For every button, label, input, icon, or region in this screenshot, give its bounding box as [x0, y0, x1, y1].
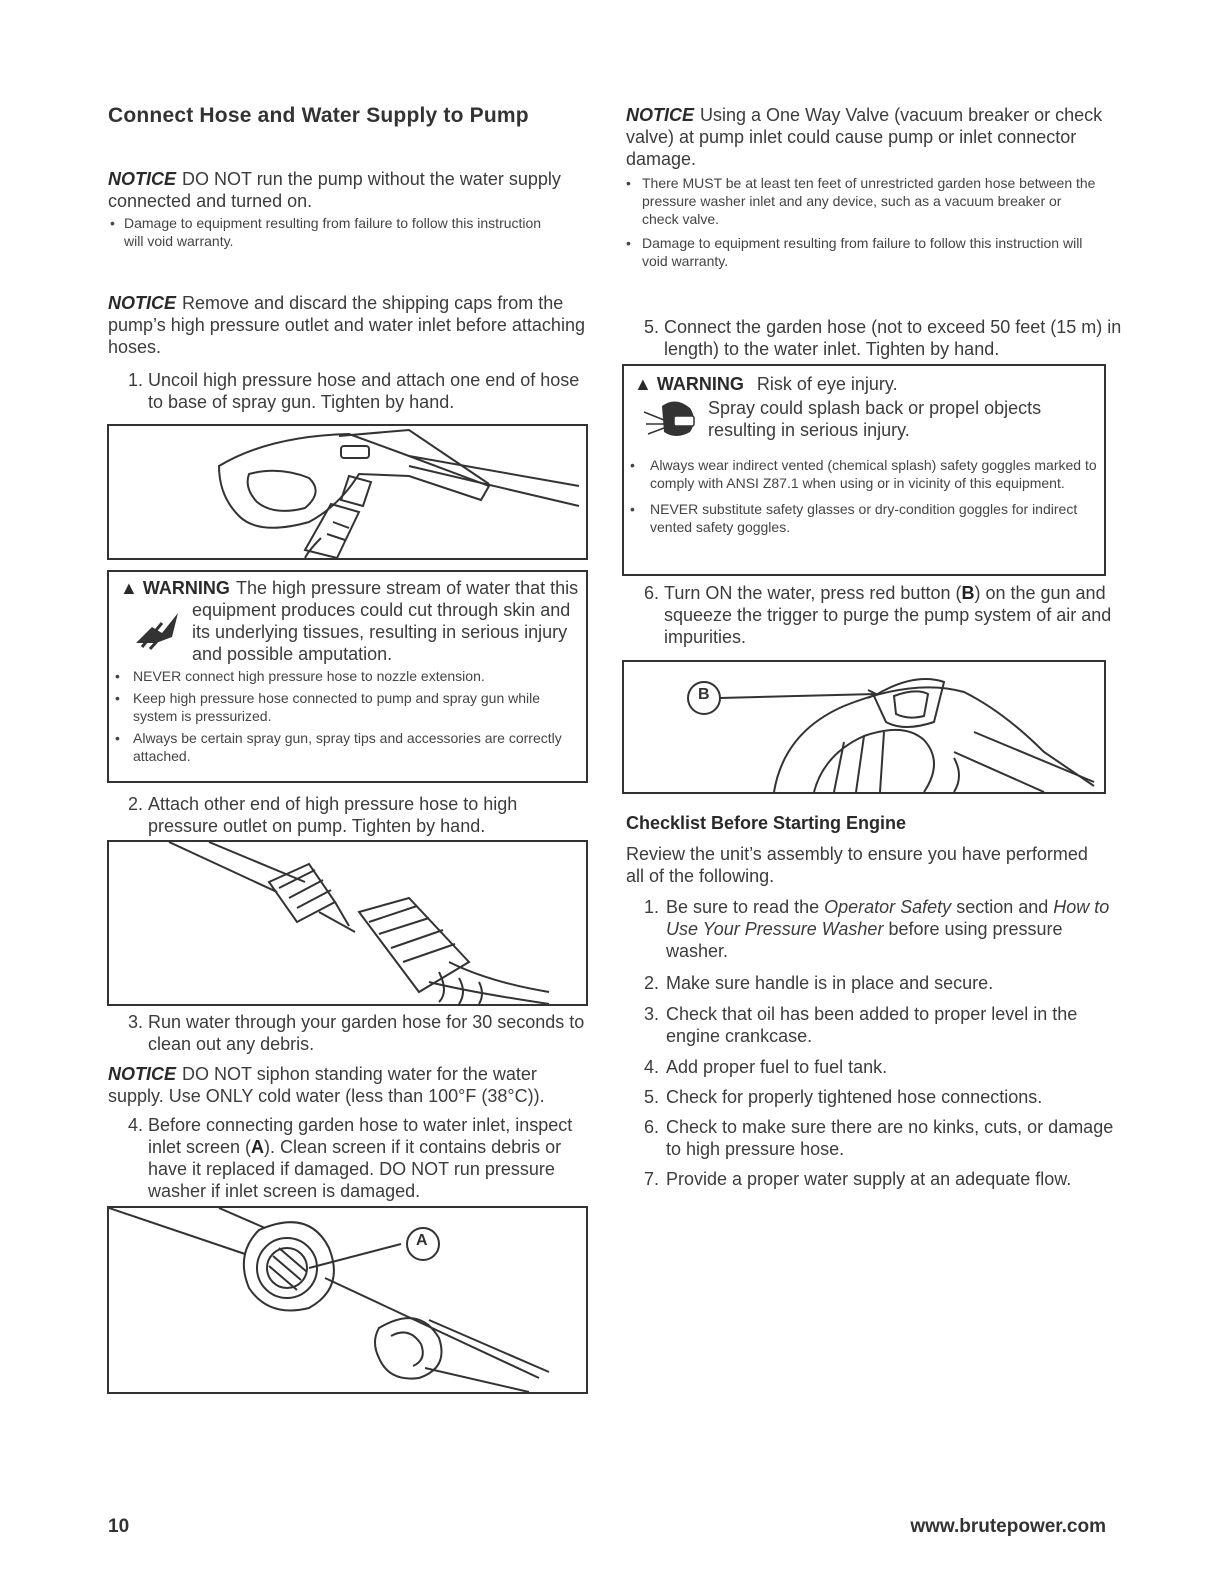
- step-number: 5.: [644, 1087, 660, 1107]
- checklist-item-7: [644, 1168, 1126, 1190]
- step-number: 5.: [644, 317, 660, 337]
- step-number: 4.: [644, 1057, 660, 1077]
- bullet-text: There MUST be at least ten feet of unrestricted garden hose between the pressure washer inlet and any device, such as a vacuum breaker or check valve.: [642, 175, 1096, 227]
- warning-bullets: [630, 456, 1098, 536]
- step-text: Run water through your garden hose for 30 seconds to clean out any debris.: [148, 1012, 585, 1054]
- hose-outlet-illustration: [109, 842, 586, 1004]
- callout-key: A: [251, 1137, 265, 1157]
- item-text: Be sure to read the: [666, 897, 825, 917]
- step-text: Uncoil high pressure hose and attach one end of hose to base of spray gun. Tighten by hand.: [148, 370, 580, 412]
- bullet-text: NEVER connect high pressure hose to nozzle extension.: [133, 668, 485, 684]
- step-text: ). Clean screen if it contains debris or have it replaced if damaged. DO NOT run pressure washer if inlet screen is damaged.: [148, 1137, 562, 1201]
- warning-bullet: • Always wear indirect vented (chemical splash) safety goggles marked to comply with ANSI Z87.1 when using or in vicinity of this equipment.: [630, 457, 1097, 491]
- step-number: 1.: [644, 897, 660, 917]
- step-number: 2.: [644, 973, 660, 993]
- step-number: 3.: [128, 1012, 144, 1032]
- bullet-text: NEVER substitute safety glasses or dry-condition goggles for indirect vented safety goggles.: [650, 501, 1078, 535]
- checklist-item-3: [644, 1003, 1126, 1047]
- figure-hose-to-outlet: [107, 840, 588, 1006]
- checklist-item-2: [644, 972, 1126, 994]
- spray-gun-hose-illustration: [109, 426, 586, 558]
- notice-text: Using a One Way Valve (vacuum breaker or check valve) at pump inlet could cause pump or inlet connector damage.: [626, 105, 1103, 169]
- step-text: Attach other end of high pressure hose to high pressure outlet on pump. Tighten by hand.: [148, 794, 518, 836]
- warning-bullet: • Always be certain spray gun, spray tips and accessories are correctly attached.: [115, 730, 562, 764]
- notice-bullets: [626, 174, 1096, 270]
- bullet-text: Damage to equipment resulting from failure to follow this instruction will void warranty.: [642, 235, 1083, 269]
- notice-cold-water: [108, 1063, 578, 1107]
- notice-label: NOTICE: [108, 293, 177, 313]
- step-number: 2.: [128, 794, 144, 814]
- step-number: 4.: [128, 1115, 144, 1135]
- warning-headline: Risk of eye injury.: [756, 374, 898, 394]
- item-text: before using pressure washer.: [666, 919, 1063, 961]
- step-3: [128, 1011, 608, 1055]
- notice-label: NOTICE: [108, 169, 177, 189]
- section-title: Connect Hose and Water Supply to Pump: [108, 104, 529, 127]
- notice-label: NOTICE: [108, 1064, 177, 1084]
- bullet-text: Always be certain spray gun, spray tips and accessories are correctly attached.: [133, 730, 562, 764]
- notice-one-way-valve: [626, 104, 1106, 170]
- warning-bullet: • NEVER connect high pressure hose to nozzle extension.: [115, 668, 485, 684]
- figure-purge-button: [622, 660, 1106, 794]
- page-number: 10: [108, 1516, 130, 1537]
- inlet-screen-illustration: [109, 1208, 586, 1392]
- warning-bullets: [115, 667, 575, 765]
- checklist-item-6: [644, 1116, 1126, 1160]
- item-text: section and: [951, 897, 1054, 917]
- notice-text: DO NOT siphon standing water for the water supply. Use ONLY cold water (less than 100°F (38°C)).: [108, 1064, 545, 1106]
- step-6: [644, 582, 1126, 648]
- skin-injection-hazard-icon: [132, 603, 184, 651]
- notice-shipping-caps: [108, 292, 588, 358]
- warning-bullet: • NEVER substitute safety glasses or dry-condition goggles for indirect vented safety goggles.: [630, 501, 1078, 535]
- figure-inlet-screen: [107, 1206, 588, 1394]
- warning-body: Spray could splash back or propel objects resulting in serious injury.: [708, 398, 1042, 440]
- warning-label: WARNING: [142, 578, 230, 598]
- notice-no-run: [108, 168, 578, 212]
- callout-a-label: A: [416, 1232, 428, 1249]
- notice-bullet: • Damage to equipment resulting from failure to follow this instruction will void warranty.: [626, 235, 1083, 269]
- step-text: Connect the garden hose (not to exceed 50 feet (15 m) in length) to the water inlet. Tighten by hand.: [664, 317, 1122, 359]
- step-number: 6.: [644, 1117, 660, 1137]
- step-2: [128, 793, 548, 837]
- step-number: 3.: [644, 1004, 660, 1024]
- step-number: 1.: [128, 370, 144, 390]
- bullet-text: Damage to equipment resulting from failure to follow this instruction will void warranty.: [124, 215, 542, 249]
- step-1: [128, 369, 598, 413]
- notice-text: Remove and discard the shipping caps from the pump’s high pressure outlet and water inlet before attaching hoses.: [108, 293, 585, 357]
- step-text: Turn ON the water, press red button (: [664, 583, 962, 603]
- section-reference: How to Use Your Pressure Washer: [666, 897, 1110, 939]
- warning-bullet: • Keep high pressure hose connected to pump and spray gun while system is pressurized.: [115, 690, 541, 724]
- checklist-title: Checklist Before Starting Engine: [626, 813, 907, 833]
- eye-injury-hazard-icon: [642, 398, 700, 440]
- bullet-text: Keep high pressure hose connected to pump and spray gun while system is pressurized.: [133, 690, 541, 724]
- item-text: Add proper fuel to fuel tank.: [666, 1057, 888, 1077]
- notice-bullet: • Damage to equipment resulting from failure to follow this instruction will void warranty.: [110, 215, 542, 249]
- step-number: 6.: [644, 583, 660, 603]
- checklist-intro: Review the unit’s assembly to ensure you have performed all of the following.: [626, 844, 1088, 886]
- item-text: Check for properly tightened hose connections.: [666, 1087, 1043, 1107]
- step-text: ) on the gun and squeeze the trigger to purge the pump system of air and impurities.: [664, 583, 1112, 647]
- item-text: Provide a proper water supply at an adequate flow.: [666, 1169, 1072, 1189]
- notice-label: NOTICE: [626, 105, 695, 125]
- step-4: [128, 1114, 588, 1202]
- warning-label: WARNING: [656, 374, 744, 394]
- checklist-item-4: [644, 1056, 1126, 1078]
- step-5: [644, 316, 1122, 360]
- checklist-item-1: [644, 896, 1126, 962]
- warning-body: The high pressure stream of water that this equipment produces could cut through skin and its underlying tissues, resulting in serious injury and possible amputation.: [192, 578, 579, 664]
- callout-key: B: [961, 583, 975, 603]
- footer-url: www.brutepower.com: [910, 1516, 1106, 1537]
- step-number: 7.: [644, 1169, 660, 1189]
- section-reference: Operator Safety: [824, 897, 952, 917]
- checklist-item-5: [644, 1086, 1126, 1108]
- step-text: Before connecting garden hose to water inlet, inspect inlet screen (: [148, 1115, 573, 1157]
- item-text: Check that oil has been added to proper level in the engine crankcase.: [666, 1004, 1078, 1046]
- figure-spray-gun-hose: [107, 424, 588, 560]
- notice-bullet: • There MUST be at least ten feet of unrestricted garden hose between the pressure washer inlet and any device, such as a vacuum breaker or check valve.: [626, 175, 1096, 227]
- warning-icon: ▲: [120, 578, 138, 598]
- item-text: Make sure handle is in place and secure.: [666, 973, 994, 993]
- warning-text: [192, 577, 582, 665]
- purge-button-illustration: [624, 662, 1104, 792]
- callout-b-label: B: [698, 686, 710, 703]
- notice-text: DO NOT run the pump without the water supply connected and turned on.: [108, 169, 561, 211]
- warning-icon: ▲: [634, 374, 652, 394]
- item-text: Check to make sure there are no kinks, cuts, or damage to high pressure hose.: [666, 1117, 1114, 1159]
- warning-text: [708, 397, 1068, 441]
- warning-header: [634, 373, 1094, 395]
- bullet-text: Always wear indirect vented (chemical splash) safety goggles marked to comply with ANSI Z87.1 when using or in vicinity of this equipment.: [650, 457, 1097, 491]
